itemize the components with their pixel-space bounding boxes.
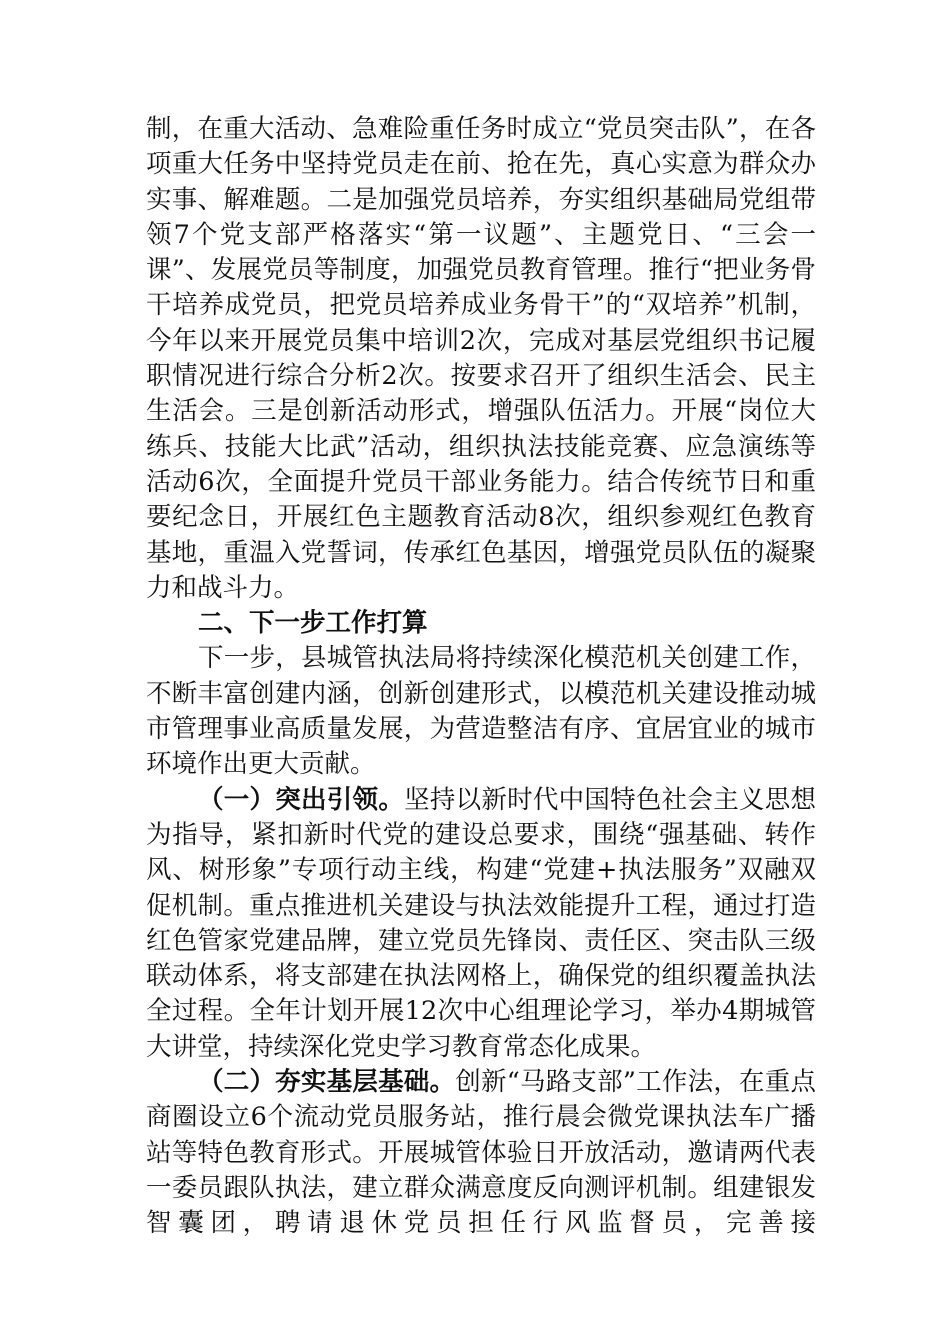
subheading-grassroots-foundation: （二）夯实基层基础。 bbox=[198, 1067, 456, 1098]
paragraph-next-steps-intro: 下一步，县城管执法局将持续深化模范机关创建工作，不断丰富创建内涵，创新创建形式，以模范机关建设推动城市管理事业高质量发展，为营造整洁有序、宜居宜业的城市环境作出更大贡献。 bbox=[146, 643, 816, 780]
paragraph-grassroots-foundation-body: 创新“马路支部”工作法，在重点商圈设立6个流动党员服务站，推行晨会微党课执法车广播站等特色教育形式。开展城管体验日开放活动，邀请两代表一委员跟队执法，建立群众满意度反向测评机制。组建银发智囊团，聘请退休党员担任行风监督员，完善接 bbox=[146, 1067, 816, 1239]
subheading-highlight-leadership: （一）突出引领。 bbox=[198, 784, 405, 815]
section-heading-next-steps: 二、下一步工作打算 bbox=[198, 608, 428, 639]
document-body bbox=[146, 112, 816, 1242]
paragraph-highlight-leadership bbox=[146, 783, 816, 1065]
paragraph-grassroots-foundation bbox=[146, 1065, 816, 1241]
paragraph-party-building-work: 制，在重大活动、急难险重任务时成立“党员突击队”，在各项重大任务中坚持党员走在前、抢在先，真心实意为群众办实事、解难题。二是加强党员培养，夯实组织基础局党组带领7个党支部严格落实“第一议题”、主题党日、“三会一课”、发展党员等制度，加强党员教育管理。推行“把业务骨干培养成党员，把党员培养成业务骨干”的“双培养”机制，今年以来开展党员集中培训2次，完成对基层党组织书记履职情况进行综合分析2次。按要求召开了组织生活会、民主生活会。三是创新活动形式，增强队伍活力。开展“岗位大练兵、技能大比武”活动，组织执法技能竞赛、应急演练等活动6次，全面提升党员干部业务能力。结合传统节日和重要纪念日，开展红色主题教育活动8次，组织参观红色教育基地，重温入党誓词，传承红色基因，增强党员队伍的凝聚力和战斗力。 bbox=[146, 114, 816, 603]
paragraph-highlight-leadership-body: 坚持以新时代中国特色社会主义思想为指导，紧扣新时代党的建设总要求，围绕“强基础、转作风、树形象”专项行动主线，构建“党建+执法服务”双融双促机制。重点推进机关建设与执法效能提升工程，通过打造红色管家党建品牌，建立党员先锋岗、责任区、突击队三级联动体系，将支部建在执法网格上，确保党的组织覆盖执法全过程。全年计划开展12次中心组理论学习，举办4期城管大讲堂，持续深化党史学习教育常态化成果。 bbox=[146, 784, 816, 1062]
